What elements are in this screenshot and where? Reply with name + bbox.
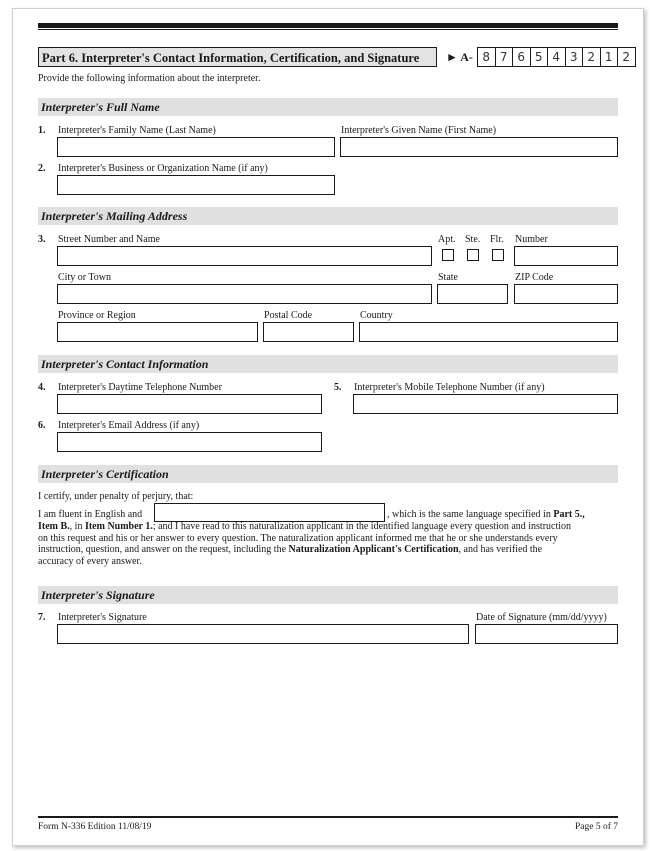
unit-number-input[interactable]	[514, 246, 618, 266]
number-label: Number	[515, 234, 548, 245]
signature-label: Interpreter's Signature	[58, 612, 147, 623]
mobile-phone-input[interactable]	[353, 394, 618, 414]
language-input[interactable]	[154, 503, 385, 522]
footer-rule	[38, 816, 618, 818]
a-number-digit: 2	[583, 48, 601, 66]
item-number-3: 3.	[38, 234, 46, 245]
city-label: City or Town	[58, 272, 112, 283]
item-number-1: 1.	[38, 125, 46, 136]
item-number-7: 7.	[38, 612, 46, 623]
a-number-digit: 8	[478, 48, 496, 66]
form-page	[12, 8, 644, 846]
apt-checkbox[interactable]	[442, 249, 454, 261]
daytime-phone-label: Interpreter's Daytime Telephone Number	[58, 382, 222, 393]
a-number-label: ► A-	[446, 50, 473, 64]
form-edition: Form N-336 Edition 11/08/19	[38, 822, 152, 832]
flr-label: Flr.	[490, 234, 504, 245]
a-number-digit: 3	[566, 48, 584, 66]
province-input[interactable]	[57, 322, 258, 342]
flr-checkbox[interactable]	[492, 249, 504, 261]
section-mailing-address: Interpreter's Mailing Address	[38, 207, 618, 225]
section-signature: Interpreter's Signature	[38, 586, 618, 604]
postal-code-label: Postal Code	[264, 310, 313, 321]
ste-checkbox[interactable]	[467, 249, 479, 261]
street-label: Street Number and Name	[58, 234, 160, 245]
signature-date-input[interactable]	[475, 624, 618, 644]
postal-code-input[interactable]	[263, 322, 354, 342]
part-title: Part 6. Interpreter's Contact Information, Certification, and Signature	[38, 47, 437, 67]
province-label: Province or Region	[58, 310, 136, 321]
a-number-digit: 7	[496, 48, 514, 66]
email-label: Interpreter's Email Address (if any)	[58, 420, 200, 431]
family-name-input[interactable]	[57, 137, 335, 157]
item-number-5: 5.	[334, 382, 342, 393]
section-contact-info: Interpreter's Contact Information	[38, 355, 618, 373]
business-name-input[interactable]	[57, 175, 335, 195]
given-name-input[interactable]	[340, 137, 618, 157]
country-input[interactable]	[359, 322, 618, 342]
state-select[interactable]	[437, 284, 508, 304]
apt-label: Apt.	[438, 234, 456, 245]
certify-statement: I certify, under penalty of perjury, that:	[38, 491, 194, 502]
given-name-label: Interpreter's Given Name (First Name)	[341, 125, 497, 136]
ste-label: Ste.	[465, 234, 481, 245]
signature-input[interactable]	[57, 624, 469, 644]
fluent-suffix: , which is the same language specified in Part 5.,	[387, 509, 585, 520]
section-certification: Interpreter's Certification	[38, 465, 618, 483]
a-number-digit: 6	[513, 48, 531, 66]
certification-paragraph: Item B., in Item Number 1.; and I have read to this naturalization applicant in the identified language every question and instruction on this request and his or her answer to every question. The naturalization applicant informed me that he or she understands every instruction, question, and answer on the request, including the Naturalization Applicant's Certification, and has verified the accuracy of every answer.	[38, 521, 572, 567]
zip-input[interactable]	[514, 284, 618, 304]
a-number-digit: 1	[601, 48, 619, 66]
zip-label: ZIP Code	[515, 272, 554, 283]
item-number-2: 2.	[38, 163, 46, 174]
a-number-digit: 5	[531, 48, 549, 66]
a-number-digit: 2	[622, 50, 631, 64]
business-name-label: Interpreter's Business or Organization Name (if any)	[58, 163, 268, 174]
street-input[interactable]	[57, 246, 432, 266]
signature-date-label: Date of Signature (mm/dd/yyyy)	[476, 612, 607, 623]
city-input[interactable]	[57, 284, 432, 304]
item-number-6: 6.	[38, 420, 46, 431]
page-number: Page 5 of 7	[574, 822, 618, 832]
fluent-prefix: I am fluent in English and	[38, 509, 143, 520]
state-label: State	[438, 272, 458, 283]
a-number-digit: 4	[548, 48, 566, 66]
intro-text: Provide the following information about the interpreter.	[38, 73, 261, 84]
mobile-phone-label: Interpreter's Mobile Telephone Number (if any)	[354, 382, 545, 393]
country-label: Country	[360, 310, 393, 321]
top-rule	[38, 23, 618, 28]
section-full-name: Interpreter's Full Name	[38, 98, 618, 116]
a-number-field[interactable]	[477, 47, 636, 67]
top-rule-thin	[38, 29, 618, 30]
item-number-4: 4.	[38, 382, 46, 393]
family-name-label: Interpreter's Family Name (Last Name)	[58, 125, 216, 136]
email-input[interactable]	[57, 432, 322, 452]
daytime-phone-input[interactable]	[57, 394, 322, 414]
